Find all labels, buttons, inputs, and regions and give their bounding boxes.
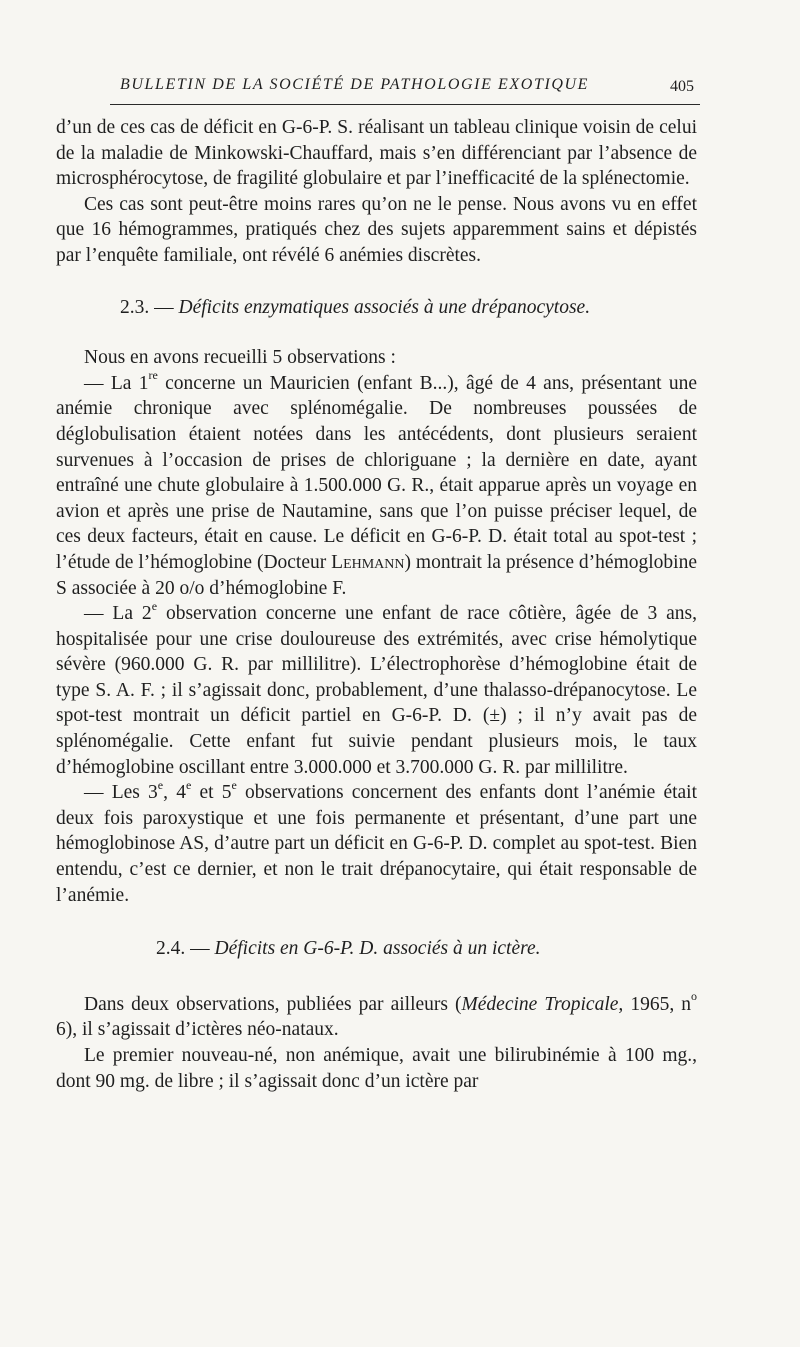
- observation-paragraph-1: [56, 368, 697, 601]
- text-run: 6), il s’agissait d’ictères néo-nataux.: [56, 1019, 339, 1041]
- observation-paragraph-2: [56, 598, 697, 780]
- text-run: observation concerne une enfant de race côtière, âgée de 3 ans, hospitalisée pour une crise douloureuse des extrémités, avec crise hémolytique sévère (960.000 G. R. par millilitre). L’électrophorèse d’hémoglobine était de type S. A. F. ; il s’agissait donc, probablement, d’une thalasso-drépanocytose. Le spot-test montrait un déficit partiel en G-6-P. D. (±) ; il n’y avait pas de splénomégalie. Cette enfant fut suivie pendant plusieurs mois, le taux d’hémoglobine oscillant entre 3.000.000 et 3.700.000 G. R. par millilitre.: [56, 603, 697, 778]
- text-run: ) montrait la présence d’hémoglobine S associée à 20 o/o d’hémoglobine F.: [56, 551, 697, 599]
- superscript: o: [691, 989, 698, 1004]
- text-run: — Les 3: [84, 782, 158, 804]
- author-name: Lehmann: [331, 551, 405, 573]
- section-title: Déficits en G-6-P. D. associés à un ictère.: [214, 938, 541, 960]
- text-run: — La 2: [84, 603, 152, 625]
- section-heading-2-4: [56, 936, 697, 962]
- text-run: concerne un Mauricien (enfant B...), âgé de 4 ans, présentant une anémie chronique avec splénomégalie. De nombreuses poussées de déglobulisation étaient notées dans les antécédents, dont plusieurs seraient survenues à l’occasion de prises de chloriguane ; la dernière en date, ayant entraîné une chute globulaire à 1.500.000 G. R., était apparue après un voyage en avion et après une prise de Nautamine, sans que l’on puisse préciser lequel, de ces deux facteurs, était en cause. Le déficit en G-6-P. D. était total au spot-test ; l’étude de l’hémoglobine (Docteur: [56, 372, 697, 573]
- paragraph: Ces cas sont peut-être moins rares qu’on ne le pense. Nous avons vu en effet que 16 hémogrammes, pratiqués chez des sujets apparemment sains et dépistés par l’enquête familiale, ont révélé 6 anémies discrètes.: [56, 193, 697, 266]
- text-run: observations concernent des enfants dont l’anémie était deux fois paroxystique et une fois permanente et présentant, d’une part une hémoglobinose AS, d’autre part un déficit en G-6-P. D. complet au spot-test. Bien entendu, c’est ce dernier, et non le trait drépanocytaire, qui était responsable de l’anémie.: [56, 782, 698, 906]
- paragraph: Nous en avons recueilli 5 observations :: [84, 347, 396, 369]
- paragraph-continuation: d’un de ces cas de déficit en G-6-P. S. réalisant un tableau clinique voisin de celui de la maladie de Minkowski-Chauffard, mais s’en différenciant par l’absence de microsphérocytose, de fragilité globulaire et par l’inefficacité de la splénectomie.: [56, 117, 697, 190]
- journal-reference: Médecine Tropicale,: [461, 993, 624, 1015]
- article-body: [56, 115, 697, 1094]
- text-run: — La 1: [84, 372, 149, 394]
- text-run: , 4: [163, 782, 186, 804]
- superscript: e: [157, 777, 164, 792]
- superscript: e: [185, 777, 192, 792]
- text-run: 1965, n: [623, 993, 692, 1015]
- paragraph: [56, 989, 698, 1043]
- journal-running-title: BULLETIN DE LA SOCIÉTÉ DE PATHOLOGIE EXOTIQUE: [120, 76, 590, 93]
- superscript: e: [231, 777, 237, 792]
- running-header: [110, 74, 700, 105]
- text-run: et 5: [191, 782, 232, 804]
- section-number: 2.3. —: [120, 296, 174, 318]
- section-title: Déficits enzymatiques associés à une drépanocytose.: [178, 296, 591, 318]
- page-number: 405: [670, 78, 694, 95]
- observation-paragraph-3-5: [56, 777, 698, 908]
- section-number: 2.4. —: [156, 938, 210, 960]
- section-heading-2-3: [56, 295, 697, 321]
- paragraph: Le premier nouveau-né, non anémique, avait une bilirubinémie à 100 mg., dont 90 mg. de libre ; il s’agissait donc d’un ictère par: [56, 1045, 697, 1092]
- superscript: re: [148, 368, 158, 383]
- superscript: e: [151, 598, 158, 613]
- text-run: Dans deux observations, publiées par ailleurs (: [84, 993, 462, 1015]
